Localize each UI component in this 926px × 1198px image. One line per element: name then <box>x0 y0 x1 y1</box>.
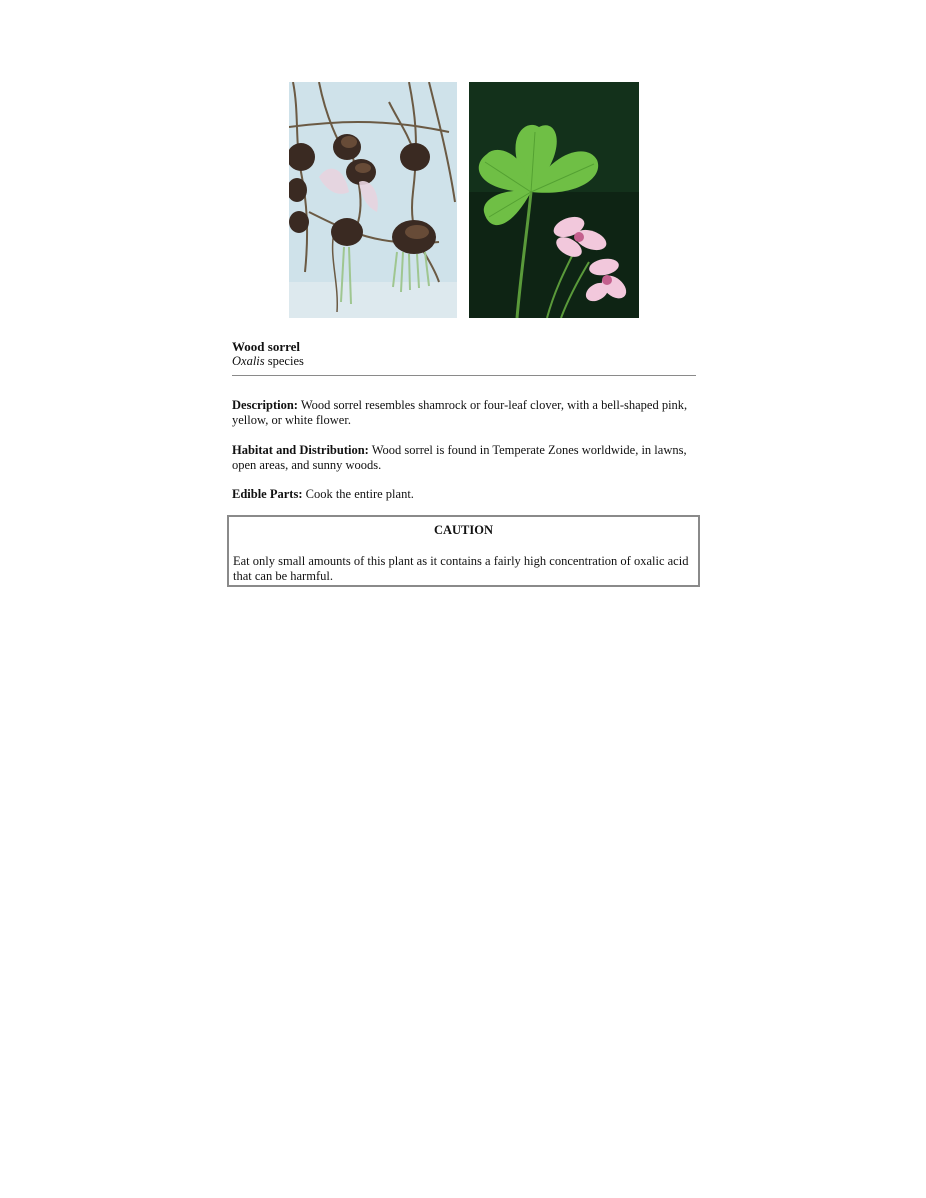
plant-name: Wood sorrel <box>232 339 301 354</box>
plant-species-suffix: species <box>264 354 304 368</box>
bulbs-illustration-icon <box>289 82 457 318</box>
edible-parts-label: Edible Parts: <box>232 487 303 501</box>
plant-title-block <box>232 339 696 369</box>
edible-parts-text: Cook the entire plant. <box>302 487 414 501</box>
leaf-flower-illustration-icon <box>469 82 639 318</box>
description-text: Wood sorrel resembles shamrock or four-leaf clover, with a bell-shaped pink, yellow, or white flower. <box>232 398 688 427</box>
description-label: Description: <box>232 398 298 412</box>
caution-text: Eat only small amounts of this plant as it contains a fairly high concentration of oxalic acid that can be harmful. <box>233 554 689 583</box>
plant-scientific-name <box>232 354 696 369</box>
habitat-section <box>232 443 692 473</box>
caution-box <box>227 515 700 587</box>
title-divider <box>232 375 696 376</box>
description-section <box>232 398 692 428</box>
habitat-text: Wood sorrel is found in Temperate Zones worldwide, in lawns, open areas, and sunny woods. <box>232 443 687 472</box>
plant-genus: Oxalis <box>232 354 265 368</box>
wood-sorrel-bulbs-photo <box>289 82 457 318</box>
wood-sorrel-leaf-flower-photo <box>469 82 639 318</box>
habitat-label: Habitat and Distribution: <box>232 443 369 457</box>
edible-parts-section <box>232 487 692 502</box>
caution-title: CAUTION <box>433 523 494 537</box>
